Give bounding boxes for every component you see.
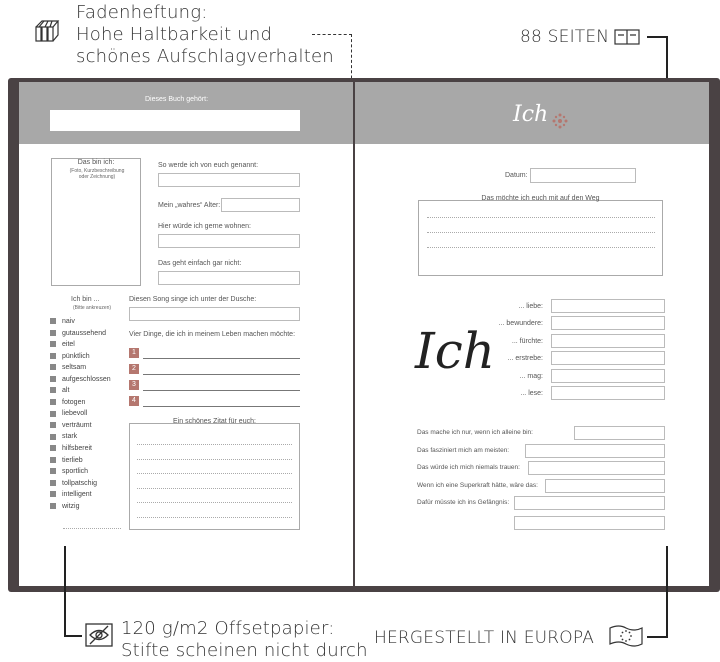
trait-label: verträumt [62, 421, 92, 429]
trait-checkbox[interactable] [50, 480, 56, 486]
binding-callout [76, 2, 336, 68]
trait-checkbox[interactable] [50, 468, 56, 474]
trait-checkbox[interactable] [50, 376, 56, 382]
trait-label: alt [62, 387, 70, 395]
trait-item [50, 480, 140, 492]
question-field[interactable] [574, 426, 665, 440]
trait-item [50, 330, 140, 342]
four-things-list [129, 348, 300, 412]
feeling-field[interactable] [551, 299, 665, 313]
binding-leader-h [312, 34, 352, 35]
quote-line[interactable] [137, 488, 292, 489]
traits-title: Ich bin ... [71, 296, 100, 303]
madein-leader-v [666, 546, 668, 637]
made-in-callout: HERGESTELLT IN EUROPA [374, 628, 595, 648]
trait-checkbox[interactable] [50, 399, 56, 405]
photo-hint: (Foto, Kurzbeschreibung oder Zeichnung) [69, 168, 125, 180]
trait-label: eitel [62, 341, 75, 349]
song-field[interactable] [129, 307, 300, 321]
traits-hint: (Bitte ankreuzen) [73, 305, 112, 311]
flower-icon [551, 112, 569, 130]
trait-checkbox[interactable] [50, 353, 56, 359]
song-label: Diesen Song singe ich unter der Dusche: [129, 296, 257, 303]
number-badge: 3 [129, 380, 139, 390]
quote-title: Ein schönes Zitat für euch: [173, 418, 256, 425]
trait-item [50, 468, 140, 480]
trait-item [50, 376, 140, 388]
photo-label: Das bin ich: [77, 159, 115, 166]
question-label: Dafür müsste ich ins Gefängnis: [417, 499, 510, 506]
traits-extra-line [63, 528, 121, 529]
feeling-label: ... liebe: [518, 303, 543, 310]
paper-title: 120 g/m2 Offsetpapier: [121, 618, 335, 639]
trait-label: hilfsbereit [62, 445, 92, 453]
quote-line[interactable] [137, 517, 292, 518]
feeling-row [465, 351, 665, 368]
quote-line[interactable] [137, 444, 292, 445]
question-label: Das mache ich nur, wenn ich alleine bin: [417, 429, 533, 436]
trait-checkbox[interactable] [50, 422, 56, 428]
trait-checkbox[interactable] [50, 387, 56, 393]
trait-label: fotogen [62, 398, 86, 406]
called-label: So werde ich von euch genannt: [158, 162, 259, 169]
trait-checkbox[interactable] [50, 457, 56, 463]
trait-label: sportlich [62, 468, 89, 476]
trait-checkbox[interactable] [50, 491, 56, 497]
eye-slash-icon [84, 622, 114, 648]
trait-item [50, 318, 140, 330]
trait-item [50, 410, 140, 422]
dislike-label: Das geht einfach gar nicht: [158, 260, 242, 267]
question-field[interactable] [525, 444, 665, 458]
trait-label: tierlieb [62, 456, 83, 464]
trait-label: stark [62, 433, 78, 441]
feeling-field[interactable] [551, 334, 665, 348]
trait-item [50, 399, 140, 411]
age-field[interactable] [221, 198, 300, 212]
trait-item [50, 457, 140, 469]
book-stack-icon [34, 18, 60, 44]
binding-title: Fadenheftung: [76, 2, 208, 23]
trait-label: aufgeschlossen [62, 375, 111, 383]
trait-item [50, 422, 140, 434]
trait-item [50, 353, 140, 365]
feelings-list [465, 299, 665, 403]
live-field[interactable] [158, 234, 300, 248]
question-field[interactable] [528, 461, 665, 475]
question-label: Das würde ich mich niemals trauen: [417, 464, 520, 471]
paper-text: Stifte scheinen nicht durch [121, 640, 368, 661]
four-things-line[interactable] [143, 406, 300, 407]
questions-list [417, 426, 667, 514]
right-page [355, 82, 709, 586]
big-script-title: Ich [415, 322, 495, 380]
open-book-icon [613, 27, 641, 47]
left-page [19, 82, 353, 586]
four-things-line[interactable] [143, 374, 300, 375]
journey-line[interactable] [427, 232, 655, 233]
question-row [417, 496, 667, 514]
journey-line[interactable] [427, 217, 655, 218]
feeling-row [465, 299, 665, 316]
pages-leader-h [647, 36, 667, 38]
question-field[interactable] [545, 479, 665, 493]
feeling-field[interactable] [551, 386, 665, 400]
trait-label: pünktlich [62, 352, 90, 360]
feeling-row [465, 316, 665, 333]
trait-label: witzig [62, 502, 80, 510]
dislike-field[interactable] [158, 271, 300, 285]
question-label: Wenn ich eine Superkraft hätte, wäre das: [417, 481, 538, 489]
number-badge: 4 [129, 396, 139, 406]
live-label: Hier würde ich gerne wohnen: [158, 223, 251, 230]
journey-line[interactable] [427, 247, 655, 248]
feeling-row [465, 386, 665, 403]
trait-label: naiv [62, 318, 75, 325]
trait-item [50, 364, 140, 376]
four-things-row [129, 364, 300, 380]
feeling-row [465, 334, 665, 351]
quote-lines [137, 444, 292, 531]
question-row [417, 426, 667, 444]
journey-lines [427, 217, 655, 262]
quote-line[interactable] [137, 473, 292, 474]
trait-checkbox[interactable] [50, 411, 56, 417]
feeling-label: ... erstrebe: [507, 355, 543, 363]
question-label: Das fasziniert mich am meisten: [417, 446, 510, 454]
number-badge: 2 [129, 364, 139, 374]
paper-callout [121, 618, 371, 662]
age-label: Mein „wahres“ Alter: [158, 202, 221, 209]
feeling-label: ... bewundere: [498, 320, 543, 328]
called-field[interactable] [158, 173, 300, 187]
eu-flag-icon [607, 624, 645, 648]
feeling-label: ... mag: [519, 372, 543, 380]
prison-extra-field[interactable] [514, 516, 665, 530]
binding-text-2: schönes Aufschlagverhalten [76, 46, 334, 67]
journey-title: Das möchte ich euch mit auf den Weg [481, 195, 600, 202]
quote-line[interactable] [137, 502, 292, 503]
traits-list [50, 318, 140, 514]
binding-text-1: Hohe Haltbarkeit und [76, 24, 273, 45]
feeling-field[interactable] [551, 351, 665, 365]
date-field[interactable] [530, 168, 636, 183]
trait-item [50, 491, 140, 503]
trait-item [50, 503, 140, 515]
trait-checkbox[interactable] [50, 318, 56, 324]
feeling-row [465, 369, 665, 386]
question-row [417, 479, 667, 497]
question-field[interactable] [514, 496, 665, 510]
feeling-label: ... lese: [520, 389, 543, 397]
owner-label: Dieses Buch gehört: [145, 96, 209, 103]
paper-leader-v [64, 546, 66, 636]
paper-leader-h [64, 635, 82, 637]
quote-line[interactable] [137, 459, 292, 460]
trait-label: tollpatschig [62, 479, 98, 487]
header-script-title: Ich [513, 102, 549, 127]
number-badge: 1 [129, 348, 139, 358]
trait-item [50, 445, 140, 457]
four-things-row [129, 348, 300, 364]
question-row [417, 461, 667, 479]
question-row [417, 444, 667, 462]
date-label: Datum: [505, 172, 528, 179]
feeling-field[interactable] [551, 316, 665, 330]
pages-callout: 88 SEITEN [520, 27, 610, 47]
trait-checkbox[interactable] [50, 341, 56, 347]
trait-label: liebevoll [62, 410, 88, 418]
trait-checkbox[interactable] [50, 503, 56, 509]
trait-item [50, 341, 140, 353]
feeling-label: ... fürchte: [511, 337, 543, 345]
trait-checkbox[interactable] [50, 364, 56, 370]
madein-leader-h [647, 636, 668, 638]
trait-checkbox[interactable] [50, 445, 56, 451]
trait-item [50, 387, 140, 399]
trait-checkbox[interactable] [50, 434, 56, 440]
trait-label: intelligent [62, 491, 92, 499]
feeling-field[interactable] [551, 369, 665, 383]
four-things-line[interactable] [143, 390, 300, 391]
trait-item [50, 433, 140, 445]
trait-label: gutaussehend [62, 329, 106, 337]
four-things-row [129, 380, 300, 396]
four-things-label: Vier Dinge, die ich in meinem Leben machen möchte: [129, 331, 296, 338]
trait-label: seltsam [62, 364, 87, 372]
trait-checkbox[interactable] [50, 330, 56, 336]
four-things-row [129, 396, 300, 412]
four-things-line[interactable] [143, 358, 300, 359]
owner-field[interactable] [50, 110, 300, 131]
